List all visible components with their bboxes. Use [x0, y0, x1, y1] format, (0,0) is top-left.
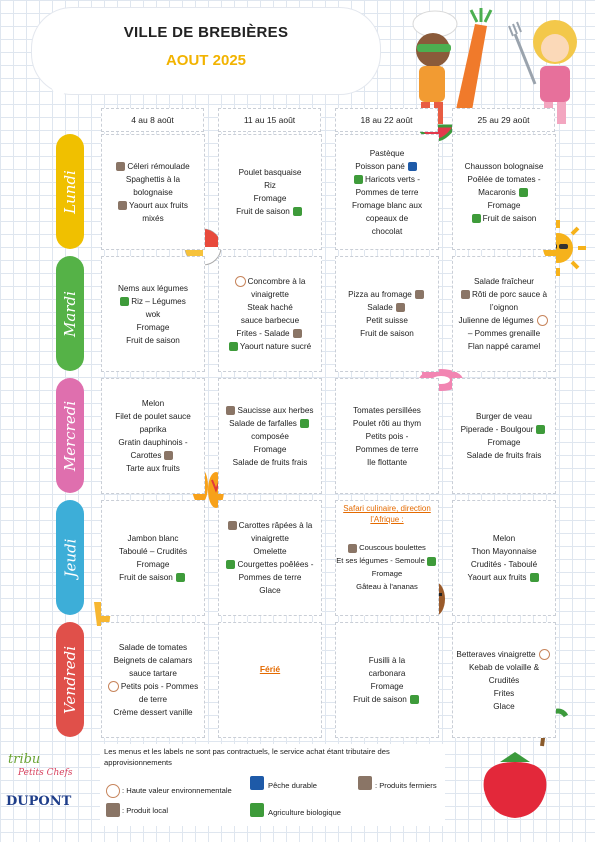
- menu-line: Céleri rémoulade: [116, 160, 189, 173]
- organic-icon: [293, 207, 302, 216]
- day-band-mercredi: [56, 378, 84, 493]
- menu-line: Crudités - Taboulé: [470, 560, 538, 569]
- menu-line: Fruit de saison: [472, 212, 537, 225]
- organic-icon: [300, 419, 309, 428]
- hve-label-icon: [108, 681, 119, 692]
- organic-icon: [427, 557, 436, 566]
- menu-cell: [218, 378, 322, 494]
- menu-line: Salade de fruits frais: [466, 451, 542, 460]
- menu-line: de terre: [138, 695, 168, 704]
- strawberry-icon: [470, 750, 560, 820]
- menu-line: Saucisse aux herbes: [226, 404, 313, 417]
- menu-cell: [218, 500, 322, 616]
- menu-line: sauce barbecue: [240, 316, 300, 325]
- menu-line: Poulet basquaise: [238, 168, 302, 177]
- safari-theme-title: Safari culinaire, direction l’Afrique :: [343, 504, 431, 524]
- menu-line: paprika: [139, 425, 167, 434]
- menu-cell: [101, 378, 205, 494]
- menu-line: composée: [251, 431, 289, 441]
- local-product-icon: [106, 803, 120, 817]
- menu-line: Gratin dauphinois -: [118, 438, 188, 447]
- menu-line: Petits pois - Pommes: [108, 680, 198, 693]
- menu-line: Pastèque: [369, 148, 405, 158]
- menu-line: Poêlée de tomates -: [467, 174, 541, 184]
- organic-icon: [120, 297, 129, 306]
- menu-line: Fromage: [253, 194, 287, 203]
- organic-icon: [530, 573, 539, 582]
- local-product-icon: [293, 329, 302, 338]
- menu-line: Fruit de saison: [126, 335, 180, 345]
- page-title: VILLE DE BREBIÈRES: [123, 24, 289, 41]
- menu-line: Spaghettis à la: [125, 174, 181, 184]
- menu-line: Fruit de saison: [353, 693, 421, 706]
- hve-label-icon: [106, 784, 120, 798]
- menu-line: Crème dessert vanille: [113, 708, 193, 717]
- farm-product-icon: [164, 451, 173, 460]
- day-band-vendredi: [56, 622, 84, 737]
- menu-line: Et ses légumes - Semoule: [336, 554, 438, 567]
- menu-line: Fruit de saison: [119, 571, 187, 584]
- organic-icon: [519, 188, 528, 197]
- brand-logo-secondary: Petits Chefs: [18, 768, 73, 778]
- menu-cell: [335, 500, 439, 616]
- menu-line: Pizza au fromage: [348, 288, 426, 301]
- menu-line: Couscous boulettes: [348, 541, 426, 554]
- menu-line: Carottes: [131, 449, 176, 462]
- farm-product-icon: [116, 162, 125, 171]
- local-product-icon: [228, 521, 237, 530]
- menu-line: Tarte aux fruits: [126, 464, 180, 473]
- day-band-jeudi: [56, 500, 84, 615]
- legend-panel: [100, 744, 445, 826]
- menu-line: Rôti de porc sauce à: [461, 288, 547, 301]
- menu-line: Fruit de saison: [360, 329, 414, 338]
- hve-label-icon: [235, 276, 246, 287]
- menu-line: Salade fraîcheur: [473, 277, 535, 286]
- menu-line: Burger de veau: [476, 412, 532, 421]
- menu-line: Filet de poulet sauce: [115, 412, 191, 421]
- day-label: Mercredi: [61, 400, 80, 471]
- menu-cell: [452, 622, 556, 738]
- menu-line: Frites: [493, 688, 515, 698]
- menu-line: Yaourt nature sucré: [229, 340, 311, 353]
- farm-product-icon: [348, 544, 357, 553]
- menu-line: Macaronis: [478, 186, 530, 199]
- menu-line: Crudités: [488, 675, 520, 685]
- menu-line: Gâteau à l’ananas: [356, 582, 418, 591]
- menu-line: mixés: [142, 213, 164, 223]
- menu-line: bolognaise: [133, 187, 173, 197]
- menu-line: Fromage: [371, 569, 403, 578]
- menu-line: Fromage blanc aux: [351, 200, 423, 210]
- menu-line: Pommes de terre: [355, 187, 419, 197]
- menu-line: Thon Mayonnaise: [471, 547, 537, 556]
- menu-line: vinaigrette: [251, 290, 289, 299]
- day-label: Jeudi: [61, 538, 80, 577]
- menu-line: copeaux de: [365, 213, 409, 223]
- menu-line: Taboulé – Crudités: [118, 547, 188, 556]
- menu-line: Piperade - Boulgour: [461, 423, 548, 436]
- menu-cell: [101, 622, 205, 738]
- menu-line: Pommes de terre: [238, 573, 302, 582]
- menu-line: Fromage: [370, 682, 404, 691]
- menu-line: Fusilli à la: [368, 656, 406, 665]
- menu-line: Petits pois -: [365, 431, 409, 441]
- menu-line: Fruit de saison: [236, 205, 304, 218]
- day-label: Mardi: [61, 290, 79, 337]
- menu-line: Concombre à la: [235, 275, 306, 288]
- menu-line: Riz: [264, 181, 276, 190]
- organic-icon: [229, 342, 238, 351]
- legend-farm: : Produits fermiers: [375, 781, 437, 790]
- menu-cell: [452, 134, 556, 250]
- menu-line: Beignets de calamars: [113, 656, 193, 665]
- menu-line: Fromage: [253, 444, 287, 454]
- disclaimer-text: Les menus et les labels ne sont pas contractuels, le service achat étant tributaire des approvisionnements: [104, 747, 390, 767]
- menu-line: carbonara: [368, 669, 406, 678]
- menu-line: Salade: [367, 301, 407, 314]
- menu-line: Melon: [141, 399, 165, 408]
- menu-line: Tomates persillées: [353, 405, 421, 415]
- menu-cell: [452, 378, 556, 494]
- menu-line: Nems aux légumes: [117, 283, 189, 293]
- menu-line: Poisson pané: [355, 160, 419, 173]
- hve-label-icon: [537, 315, 548, 326]
- menu-line: Melon: [492, 534, 516, 543]
- menu-cell: [335, 622, 439, 738]
- week-header: 4 au 8 août: [101, 108, 204, 132]
- farm-product-icon: [226, 406, 235, 415]
- menu-line: Salade de tomates: [118, 643, 188, 652]
- day-label: Lundi: [61, 169, 79, 214]
- week-header: 18 au 22 août: [335, 108, 438, 132]
- day-band-lundi: [56, 134, 84, 249]
- menu-line: – Pommes grenaille: [467, 329, 541, 338]
- menu-line: Betteraves vinaigrette: [456, 648, 551, 661]
- menu-line: Riz – Légumes: [120, 295, 186, 308]
- dupont-logo: DUPONT: [6, 794, 72, 809]
- menu-line: Yaourt aux fruits: [467, 571, 540, 584]
- organic-icon: [176, 573, 185, 582]
- menu-line: Fromage: [487, 200, 521, 210]
- menu-line: Julienne de légumes: [458, 314, 549, 327]
- menu-cell: [101, 500, 205, 616]
- menu-line: chocolat: [371, 226, 403, 236]
- menu-line: Petit suisse: [366, 316, 408, 325]
- week-header: 25 au 29 août: [452, 108, 555, 132]
- menu-line: Kebab de volaille &: [468, 662, 540, 672]
- day-band-mardi: [56, 256, 84, 371]
- menu-cell: [101, 256, 205, 372]
- menu-line: vinaigrette: [251, 534, 289, 543]
- organic-icon: [250, 803, 264, 817]
- week-header: 11 au 15 août: [218, 108, 321, 132]
- menu-cell: [218, 622, 322, 738]
- brand-logo: tribu: [8, 752, 41, 767]
- day-label: Vendredi: [61, 645, 80, 714]
- menu-line: Jambon blanc: [127, 534, 179, 543]
- menu-line: Omelette: [253, 547, 287, 556]
- farm-product-icon: [358, 776, 372, 790]
- hve-label-icon: [539, 649, 550, 660]
- menu-line: Yaourt aux fruits: [118, 199, 188, 212]
- organic-icon: [354, 175, 363, 184]
- menu-line: Fromage: [136, 322, 170, 332]
- menu-cell: [218, 134, 322, 250]
- organic-icon: [410, 695, 419, 704]
- legend-peche: Pêche durable: [268, 781, 317, 790]
- menu-line: Pommes de terre: [355, 444, 419, 454]
- local-product-icon: [415, 290, 424, 299]
- farm-product-icon: [118, 201, 127, 210]
- menu-line: Salade de farfalles: [229, 417, 311, 430]
- legend-bio: Agriculture biologique: [268, 808, 342, 817]
- legend-hve: : Haute valeur environnementale: [122, 786, 232, 795]
- menu-cell: [452, 256, 556, 372]
- sustainable-fishing-icon: [408, 162, 417, 171]
- holiday-label: Férié: [259, 664, 281, 674]
- menu-line: l’oignon: [489, 303, 519, 312]
- organic-icon: [536, 425, 545, 434]
- menu-line: wok: [145, 309, 161, 319]
- menu-line: Fromage: [136, 560, 170, 569]
- menu-line: Glace: [493, 701, 515, 711]
- menu-cell: [218, 256, 322, 372]
- page-subtitle: AOUT 2025: [165, 52, 247, 69]
- menu-line: Carottes râpées à la: [228, 519, 313, 532]
- menu-cell: [452, 500, 556, 616]
- menu-line: Salade de fruits frais: [232, 457, 308, 467]
- header-bubble: [32, 8, 380, 94]
- sustainable-fishing-icon: [250, 776, 264, 790]
- menu-line: Glace: [259, 586, 281, 595]
- menu-line: sauce tartare: [129, 669, 177, 678]
- menu-cell: [335, 256, 439, 372]
- menu-cell: [101, 134, 205, 250]
- menu-line: Frites - Salade: [236, 327, 303, 340]
- organic-icon: [226, 560, 235, 569]
- menu-line: Courgettes poêlées -: [226, 558, 313, 571]
- menu-line: Haricots verts -: [354, 173, 420, 186]
- organic-icon: [472, 214, 481, 223]
- menu-line: Ile flottante: [366, 457, 408, 467]
- menu-cell: [335, 378, 439, 494]
- menu-line: Steak haché: [247, 303, 293, 312]
- menu-line: Flan nappé caramel: [467, 342, 541, 351]
- farm-product-icon: [396, 303, 405, 312]
- menu-line: Chausson bolognaise: [464, 161, 544, 171]
- menu-cell: [335, 134, 439, 250]
- menu-line: Fromage: [487, 438, 521, 447]
- legend-local: : Produit local: [122, 806, 169, 815]
- bubble-tail: [48, 80, 74, 102]
- local-product-icon: [461, 290, 470, 299]
- menu-line: Poulet rôti au thym: [352, 418, 422, 428]
